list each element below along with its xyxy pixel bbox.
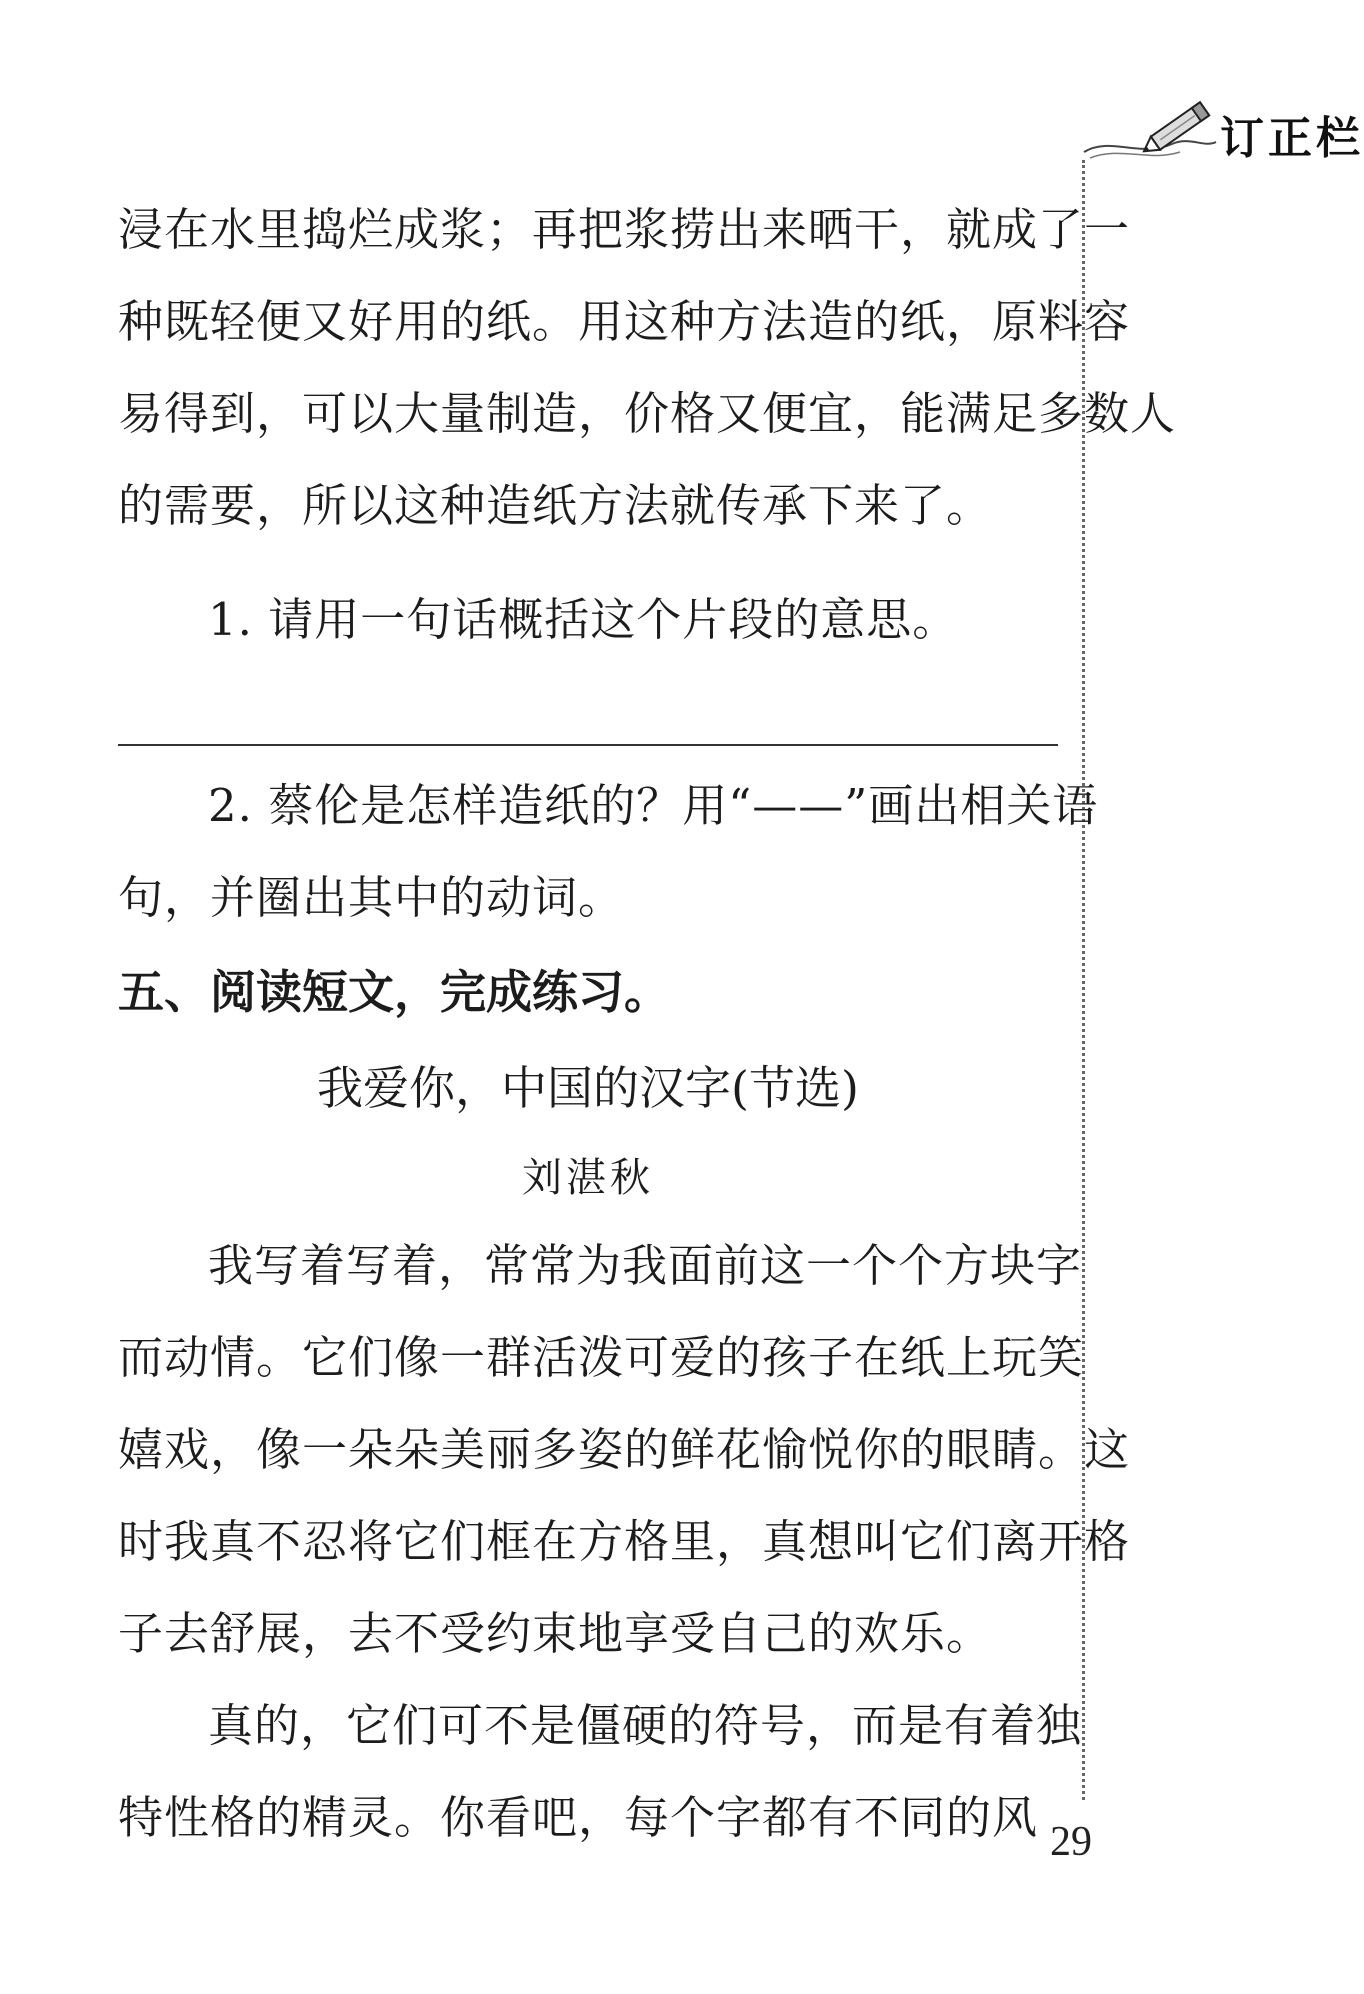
answer-line[interactable] — [118, 744, 1058, 746]
pencil-icon — [1080, 96, 1220, 166]
text-line: 种既轻便又好用的纸。用这种方法造的纸，原料容 — [118, 295, 1131, 348]
page-number: 29 — [1050, 1819, 1092, 1865]
text-line: 的需要，所以这种造纸方法就传承下来了。 — [118, 479, 993, 532]
article-author: 刘湛秋 — [522, 1155, 654, 1201]
article-paragraph-1 — [118, 1220, 1131, 1680]
text-line: 而动情。它们像一群活泼可爱的孩子在纸上玩笑 — [118, 1331, 1085, 1384]
text-line: 易得到，可以大量制造，价格又便宜，能满足多数人 — [118, 387, 1177, 440]
question-1 — [118, 574, 1058, 746]
question-1-text: 1. 请用一句话概括这个片段的意思。 — [208, 593, 959, 646]
correction-column-title: 订正栏 — [1220, 113, 1364, 164]
text-line: 我写着写着，常常为我面前这一个个方块字 — [208, 1239, 1083, 1292]
section-5-title: 五、阅读短文，完成练习。 — [118, 965, 670, 1019]
text-line: 真的，它们可不是僵硬的符号，而是有着独 — [208, 1699, 1083, 1752]
correction-column-header — [1080, 96, 1364, 166]
text-line: 时我真不忍将它们框在方格里，真想叫它们离开格 — [118, 1515, 1131, 1568]
text-line: 浸在水里捣烂成浆；再把浆捞出来晒干，就成了一 — [118, 203, 1131, 256]
question-2 — [118, 760, 1099, 944]
text-line: 特性格的精灵。你看吧，每个字都有不同的风 — [118, 1791, 1039, 1844]
question-2-text: 2. 蔡伦是怎样造纸的？用“——”画出相关语 — [208, 779, 1099, 832]
text-line: 嬉戏，像一朵朵美丽多姿的鲜花愉悦你的眼睛。这 — [118, 1423, 1131, 1476]
article-title: 我爱你，中国的汉字(节选) — [317, 1061, 859, 1115]
passage-continuation — [118, 184, 1177, 552]
text-line: 子去舒展，去不受约束地享受自己的欢乐。 — [118, 1607, 993, 1660]
question-2-text-cont: 句，并圈出其中的动词。 — [118, 871, 625, 924]
